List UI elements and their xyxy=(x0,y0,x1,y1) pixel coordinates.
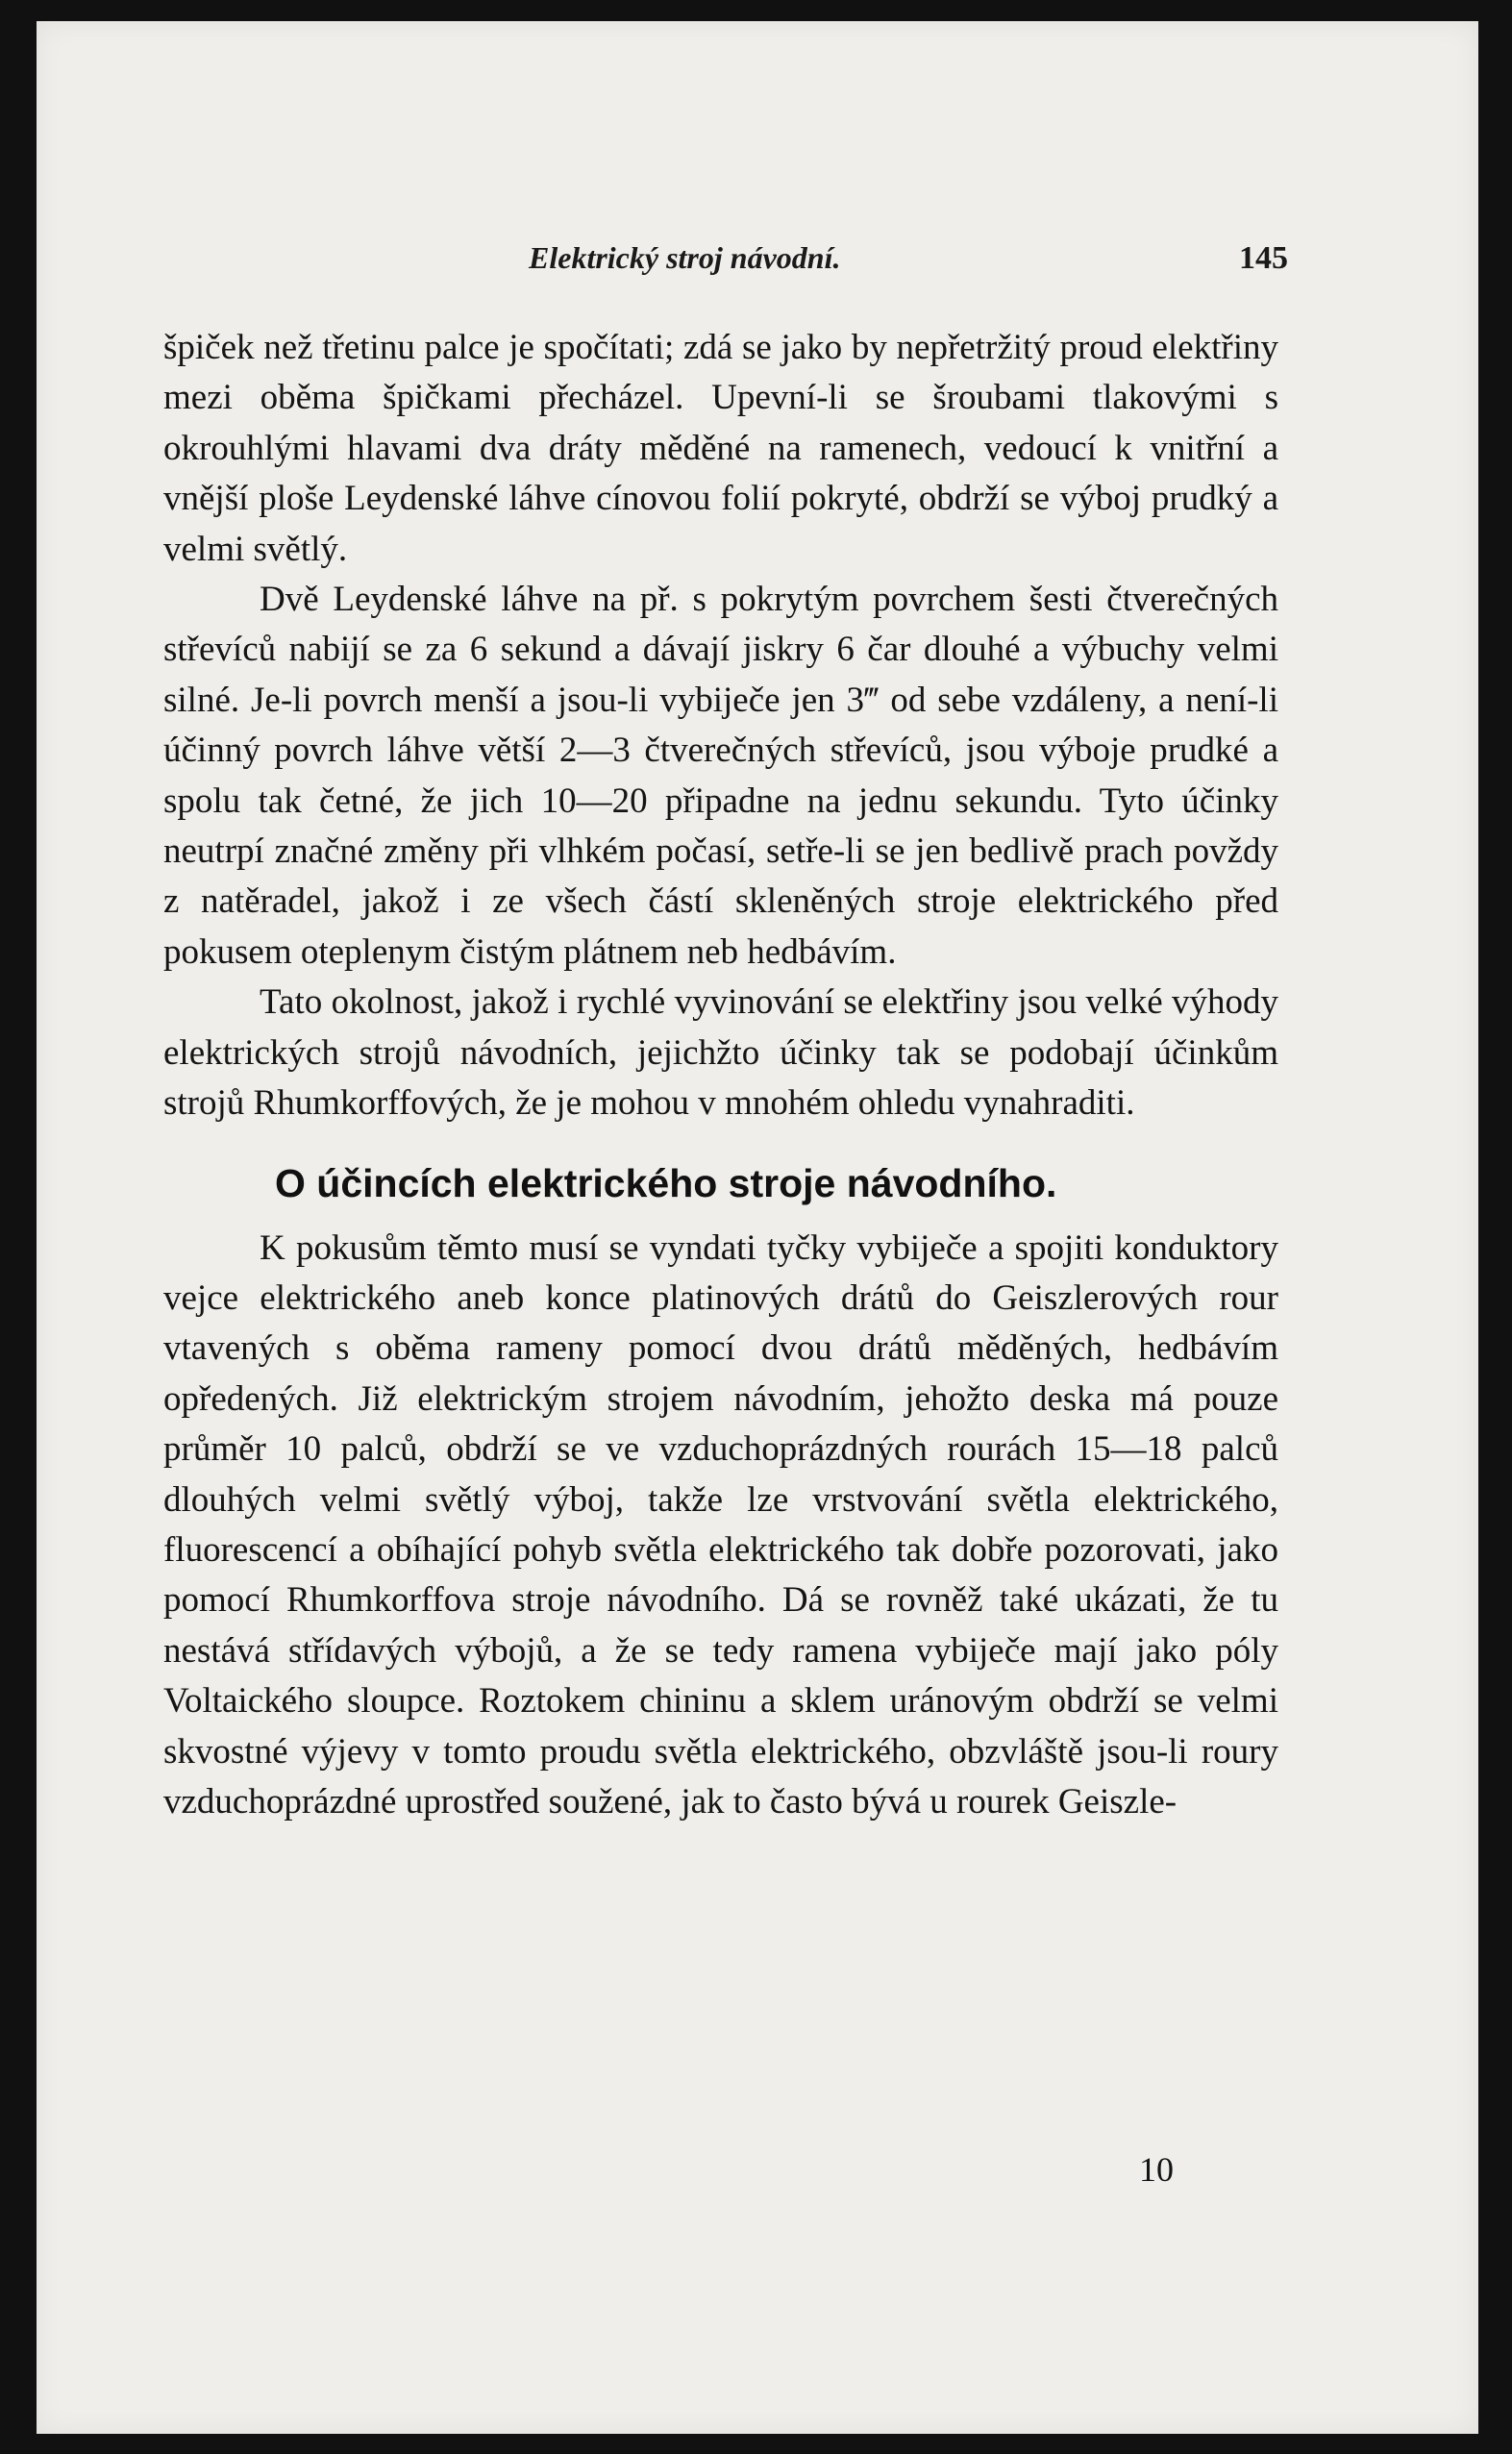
paragraph: K pokusům těmto musí se vyndati tyčky vybiječe a spojiti konduktory vejce elektrického aneb konce platinových drátů do Geiszlerových rour vtavených s oběma rameny pomocí dvou drátů měděných, hedbávím opředených. Již elektrickým strojem návodním, jehožto deska má pouze průměr 10 palců, obdrží se ve vzduchoprázdných rourách 15—18 palců dlouhých velmi světlý výboj, takže lze vrstvování světla elektrického, fluorescencí a obíhající pohyb světla elektrického tak dobře pozorovati, jako pomocí Rhumkorffova stroje návodního. Dá se rovněž také ukázati, že tu nestává střídavých výbojů, a že se tedy ramena vybiječe mají jako póly Voltaického sloupce. Roztokem chininu a sklem uránovým obdrží se velmi skvostné výjevy v tomto proudu světla elektrického, obzvláště jsou-li roury vzduchoprázdné uprostřed soužené, jak to často bývá u rourek Geiszle- xyxy=(163,1227,1278,1822)
paragraph: Dvě Leydenské láhve na př. s pokrytým povrchem šesti čtverečných střevíců nabijí se za 6 sekund a dávají jiskry 6 čar dlouhé a výbuchy velmi silné. Je-li povrch menší a jsou-li vybiječe jen 3‴ od sebe vzdáleny, a není-li účinný povrch láhve větší 2—3 čtverečných střevíců, jsou výboje prudké a spolu tak četné, že jich 10—20 připadne na jednu sekundu. Tyto účinky neutrpí značné změny při vlhkém počasí, setře-li se jen bedlivě prach povždy z natěradel, jakož i ze všech částí skleněných stroje elektrického před pokusem oteplenym čistým plátnem neb hedbávím. xyxy=(163,580,1278,972)
page-number: 145 xyxy=(1239,240,1288,276)
body-text xyxy=(163,323,1278,1827)
signature-mark: 10 xyxy=(1139,2150,1174,2189)
paragraph: špiček než třetinu palce je spočítati; zdá se jako by nepřetržitý proud elektřiny mezi oběma špičkami přecházel. Upevní-li se šroubami tlakovými s okrouhlými hlavami dva dráty měděné na ramenech, vedoucí k vnitřní a vnější ploše Leydenské láhve cínovou folií pokryté, obdrží se výboj prudký a velmi světlý. xyxy=(163,328,1278,569)
running-title: Elektrický stroj návodní. xyxy=(529,240,841,275)
running-head xyxy=(163,240,1288,288)
paragraph: Tato okolnost, jakož i rychlé vyvinování se elektřiny jsou velké výhody elektrických strojů návodních, jejichžto účinky tak se podobají účinkům strojů Rhumkorffových, že je mohou v mnohém ohledu vynahraditi. xyxy=(163,982,1278,1124)
section-heading: O účincích elektrického stroje návodního. xyxy=(275,1160,1057,1205)
